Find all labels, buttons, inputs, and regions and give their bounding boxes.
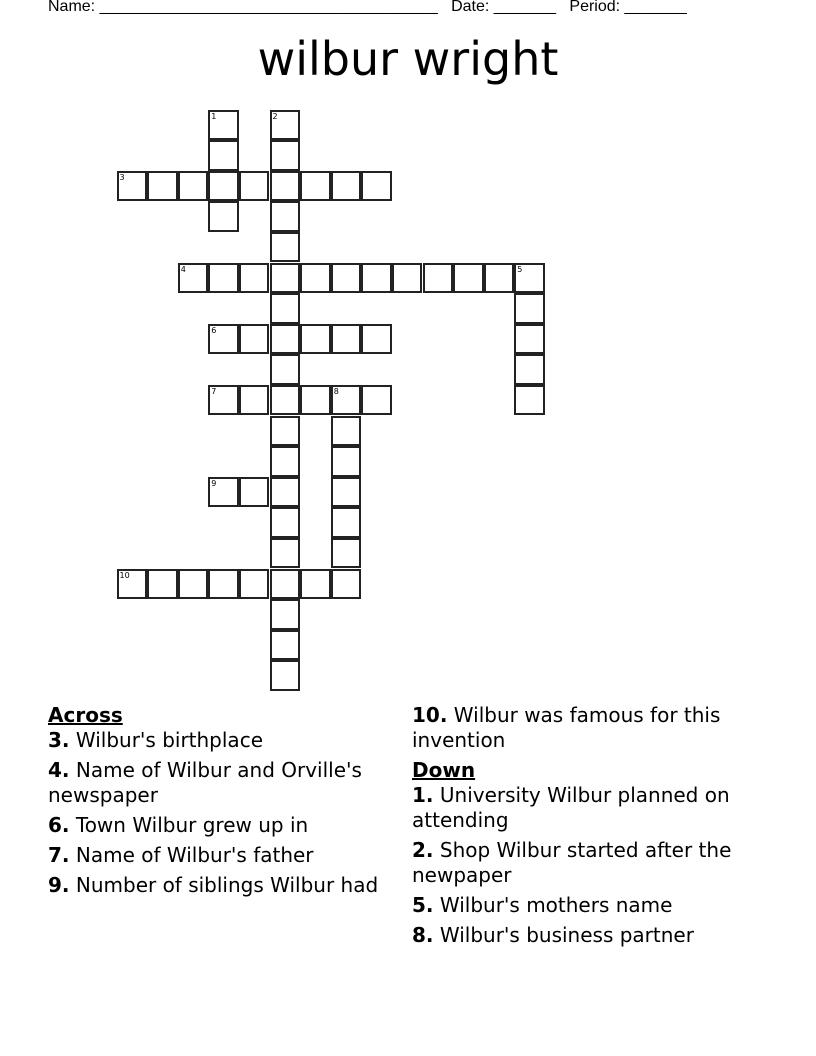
clue-number-label: 5 <box>517 264 523 274</box>
crossword-cell[interactable] <box>239 569 270 600</box>
crossword-cell[interactable] <box>270 201 301 232</box>
crossword-cell[interactable] <box>208 110 239 141</box>
crossword-cell[interactable] <box>208 140 239 171</box>
clue-down-2 <box>412 838 757 888</box>
clue-number: 1. <box>412 783 434 807</box>
crossword-cell[interactable] <box>178 171 209 202</box>
clue-text: Town Wilbur grew up in <box>69 813 309 837</box>
puzzle-title: wilbur wright <box>257 32 559 86</box>
clues-right-column <box>412 703 757 953</box>
crossword-cell[interactable] <box>331 446 362 477</box>
crossword-cell[interactable] <box>361 324 392 355</box>
worksheet-header <box>48 0 687 16</box>
crossword-cell[interactable] <box>514 385 545 416</box>
crossword-cell[interactable] <box>484 263 515 294</box>
crossword-cell[interactable] <box>208 324 239 355</box>
crossword-cell[interactable] <box>361 263 392 294</box>
crossword-cell[interactable] <box>239 477 270 508</box>
crossword-cell[interactable] <box>208 385 239 416</box>
crossword-cell[interactable] <box>270 416 301 447</box>
crossword-cell[interactable] <box>270 263 301 294</box>
crossword-cell[interactable] <box>239 171 270 202</box>
crossword-cell[interactable] <box>392 263 423 294</box>
crossword-cell[interactable] <box>270 354 301 385</box>
clue-text: Wilbur's birthplace <box>69 728 263 752</box>
crossword-cell[interactable] <box>331 569 362 600</box>
crossword-cell[interactable] <box>331 324 362 355</box>
clue-text: Shop Wilbur started after the newpaper <box>412 838 732 887</box>
crossword-cell[interactable] <box>178 263 209 294</box>
crossword-cell[interactable] <box>208 201 239 232</box>
crossword-cell[interactable] <box>331 385 362 416</box>
crossword-cell[interactable] <box>178 569 209 600</box>
period-field-label[interactable]: Period: _______ <box>569 0 687 15</box>
clue-number: 3. <box>48 728 70 752</box>
clue-number-label: 4 <box>180 264 186 274</box>
clue-text: Wilbur was famous for this invention <box>412 703 721 752</box>
crossword-cell[interactable] <box>331 416 362 447</box>
crossword-cell[interactable] <box>270 660 301 691</box>
crossword-cell[interactable] <box>270 140 301 171</box>
clue-across-3 <box>48 728 398 753</box>
crossword-cell[interactable] <box>208 171 239 202</box>
clue-down-8 <box>412 923 757 948</box>
crossword-cell[interactable] <box>270 293 301 324</box>
clue-across-4 <box>48 758 398 808</box>
crossword-cell[interactable] <box>239 324 270 355</box>
name-field-label[interactable]: Name: ______________________________________ <box>48 0 438 15</box>
clue-number: 4. <box>48 758 70 782</box>
crossword-cell[interactable] <box>300 324 331 355</box>
crossword-cell[interactable] <box>270 569 301 600</box>
crossword-cell[interactable] <box>331 171 362 202</box>
crossword-cell[interactable] <box>208 477 239 508</box>
crossword-cell[interactable] <box>514 263 545 294</box>
clue-number: 9. <box>48 873 70 897</box>
clue-number: 2. <box>412 838 434 862</box>
clue-text: Name of Wilbur and Orville's newspaper <box>48 758 362 807</box>
crossword-cell[interactable] <box>300 569 331 600</box>
crossword-cell[interactable] <box>300 171 331 202</box>
clue-down-1 <box>412 783 757 833</box>
clue-across-10 <box>412 703 757 753</box>
crossword-cell[interactable] <box>331 477 362 508</box>
crossword-cell[interactable] <box>270 324 301 355</box>
clue-number-label: 6 <box>211 325 217 335</box>
crossword-cell[interactable] <box>514 354 545 385</box>
clue-number-label: 10 <box>119 570 130 580</box>
clue-text: Wilbur's mothers name <box>433 893 673 917</box>
clue-number: 8. <box>412 923 434 947</box>
crossword-cell[interactable] <box>208 569 239 600</box>
crossword-cell[interactable] <box>270 446 301 477</box>
across-heading: Across <box>48 703 123 727</box>
crossword-cell[interactable] <box>331 538 362 569</box>
crossword-cell[interactable] <box>361 385 392 416</box>
crossword-cell[interactable] <box>331 263 362 294</box>
clue-number-label: 2 <box>272 111 278 121</box>
clue-number-label: 7 <box>211 386 217 396</box>
crossword-cell[interactable] <box>239 385 270 416</box>
crossword-cell[interactable] <box>208 263 239 294</box>
crossword-cell[interactable] <box>270 385 301 416</box>
down-heading: Down <box>412 758 476 782</box>
crossword-cell[interactable] <box>453 263 484 294</box>
crossword-cell[interactable] <box>514 293 545 324</box>
clue-number: 5. <box>412 893 434 917</box>
crossword-cell[interactable] <box>270 538 301 569</box>
crossword-cell[interactable] <box>270 507 301 538</box>
clue-across-9 <box>48 873 398 898</box>
clues-left-column <box>48 703 398 903</box>
crossword-cell[interactable] <box>514 324 545 355</box>
crossword-cell[interactable] <box>147 569 178 600</box>
crossword-cell[interactable] <box>300 263 331 294</box>
crossword-cell[interactable] <box>270 110 301 141</box>
date-field-label[interactable]: Date: _______ <box>451 0 557 15</box>
crossword-cell[interactable] <box>117 171 148 202</box>
crossword-cell[interactable] <box>300 385 331 416</box>
crossword-cell[interactable] <box>270 599 301 630</box>
clue-number-label: 1 <box>211 111 217 121</box>
clue-across-7 <box>48 843 398 868</box>
clue-text: University Wilbur planned on attending <box>412 783 730 832</box>
crossword-cell[interactable] <box>270 232 301 263</box>
clue-number: 10. <box>412 703 448 727</box>
clue-number: 6. <box>48 813 70 837</box>
clue-text: Wilbur's business partner <box>433 923 694 947</box>
crossword-cell[interactable] <box>331 507 362 538</box>
clue-text: Number of siblings Wilbur had <box>69 873 379 897</box>
crossword-cell[interactable] <box>270 630 301 661</box>
clue-number-label: 9 <box>211 478 217 488</box>
clue-text: Name of Wilbur's father <box>69 843 314 867</box>
crossword-cell[interactable] <box>270 477 301 508</box>
crossword-cell[interactable] <box>270 171 301 202</box>
clue-number-label: 8 <box>333 386 339 396</box>
clue-number: 7. <box>48 843 70 867</box>
crossword-cell[interactable] <box>117 569 148 600</box>
crossword-cell[interactable] <box>147 171 178 202</box>
crossword-cell[interactable] <box>239 263 270 294</box>
crossword-cell[interactable] <box>423 263 454 294</box>
clue-across-6 <box>48 813 398 838</box>
clue-number-label: 3 <box>119 172 125 182</box>
clue-down-5 <box>412 893 757 918</box>
crossword-cell[interactable] <box>361 171 392 202</box>
